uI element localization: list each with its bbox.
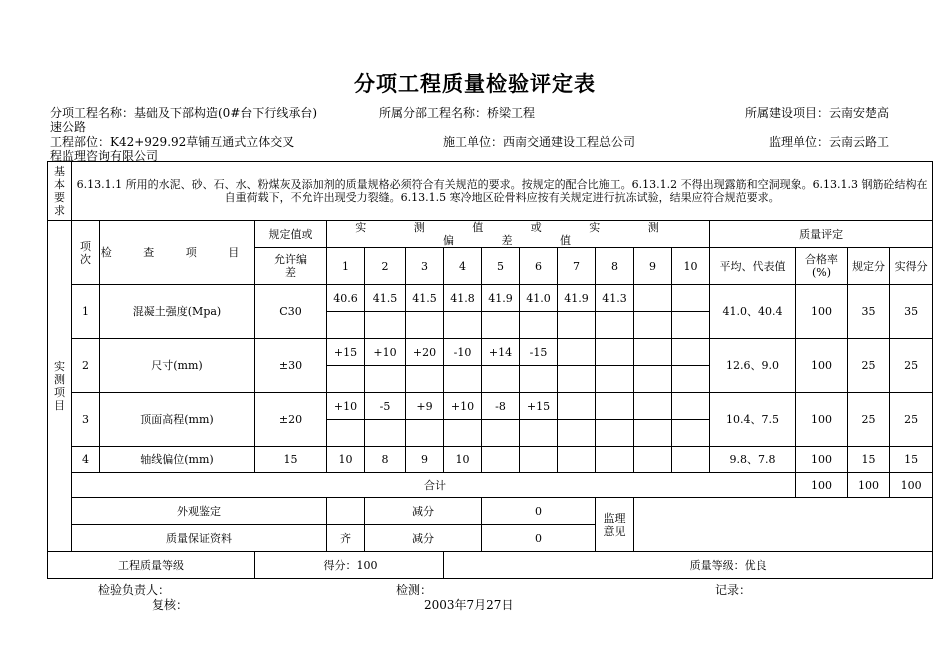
row-avg: 10.4、7.5 bbox=[710, 393, 796, 447]
project-name: 分项工程名称：基础及下部构造(0#台下行线承台) bbox=[50, 106, 318, 120]
row-value: 9 bbox=[406, 447, 444, 473]
grade-level: 质量等级：优良 bbox=[444, 552, 933, 579]
col-num-5: 5 bbox=[482, 248, 520, 285]
tester-signature: 检测： bbox=[396, 583, 433, 597]
row-value: +10 bbox=[365, 339, 406, 366]
row-value bbox=[520, 447, 558, 473]
row-value bbox=[558, 393, 596, 420]
row-rate: 100 bbox=[796, 393, 848, 447]
row-rate: 100 bbox=[796, 339, 848, 393]
row-name: 尺寸(mm) bbox=[100, 339, 255, 393]
row-spec-score: 25 bbox=[848, 339, 890, 393]
construction-project-wrap: 速公路 bbox=[50, 120, 87, 134]
appearance-deduct: 0 bbox=[482, 498, 596, 525]
total-spec-score: 100 bbox=[848, 473, 890, 498]
row-value: +10 bbox=[327, 393, 365, 420]
row-value: 41.9 bbox=[558, 285, 596, 312]
row-value: 41.5 bbox=[365, 285, 406, 312]
row-rate: 100 bbox=[796, 447, 848, 473]
col-spec-top: 规定值或 bbox=[255, 221, 327, 248]
row-spec-score: 15 bbox=[848, 447, 890, 473]
row-no: 1 bbox=[72, 285, 100, 339]
supervision-label: 监理意见 bbox=[596, 498, 634, 552]
row-value: 41.9 bbox=[482, 285, 520, 312]
row-value bbox=[596, 339, 634, 366]
row-value bbox=[634, 285, 672, 312]
quality-docs-label: 质量保证资料 bbox=[72, 525, 327, 552]
row-value: +9 bbox=[406, 393, 444, 420]
col-num-7: 7 bbox=[558, 248, 596, 285]
row-value bbox=[558, 447, 596, 473]
col-num-3: 3 bbox=[406, 248, 444, 285]
total-label: 合计 bbox=[72, 473, 796, 498]
row-no: 3 bbox=[72, 393, 100, 447]
row-value: -10 bbox=[444, 339, 482, 366]
row-value bbox=[672, 393, 710, 420]
row-actual: 25 bbox=[890, 339, 933, 393]
page-title: 分项工程质量检验评定表 bbox=[354, 72, 596, 96]
col-check-item: 检 查 项 目 bbox=[100, 221, 255, 285]
col-avg: 平均、代表值 bbox=[710, 248, 796, 285]
measured-label: 实测项目 bbox=[48, 221, 72, 552]
row-value bbox=[558, 339, 596, 366]
total-actual: 100 bbox=[890, 473, 933, 498]
row-spec: ±20 bbox=[255, 393, 327, 447]
supervision-opinion bbox=[634, 498, 933, 552]
col-num-1: 1 bbox=[327, 248, 365, 285]
row-value: +15 bbox=[327, 339, 365, 366]
row-no: 4 bbox=[72, 447, 100, 473]
supervisor-wrap: 程监理咨询有限公司 bbox=[50, 149, 159, 163]
row-spec-score: 25 bbox=[848, 393, 890, 447]
col-score-actual: 实得分 bbox=[890, 248, 933, 285]
row-value: 41.3 bbox=[596, 285, 634, 312]
quality-docs-deduct: 0 bbox=[482, 525, 596, 552]
parent-project: 所属分部工程名称：桥梁工程 bbox=[379, 106, 536, 120]
row-value bbox=[596, 447, 634, 473]
col-num-9: 9 bbox=[634, 248, 672, 285]
row-value: 41.5 bbox=[406, 285, 444, 312]
basic-req-label: 基本要求 bbox=[48, 162, 72, 221]
row-spec-score: 35 bbox=[848, 285, 890, 339]
row-value: -5 bbox=[365, 393, 406, 420]
row-value bbox=[634, 393, 672, 420]
supervisor: 监理单位：云南云路工 bbox=[769, 135, 890, 149]
col-num-10: 10 bbox=[672, 248, 710, 285]
row-value: +10 bbox=[444, 393, 482, 420]
grade-label: 工程质量等级 bbox=[48, 552, 255, 579]
row-value bbox=[672, 447, 710, 473]
work-location: 工程部位：K42+929.92草铺互通式立体交叉 bbox=[50, 135, 295, 149]
recorder-signature: 记录： bbox=[715, 583, 752, 597]
row-spec: 15 bbox=[255, 447, 327, 473]
row-avg: 41.0、40.4 bbox=[710, 285, 796, 339]
row-name: 轴线偏位(mm) bbox=[100, 447, 255, 473]
quality-docs-value: 齐 bbox=[327, 525, 365, 552]
row-actual: 15 bbox=[890, 447, 933, 473]
col-quality: 质量评定 bbox=[710, 221, 933, 248]
row-value: -15 bbox=[520, 339, 558, 366]
row-value: +20 bbox=[406, 339, 444, 366]
row-spec: C30 bbox=[255, 285, 327, 339]
col-num-2: 2 bbox=[365, 248, 406, 285]
row-value: 8 bbox=[365, 447, 406, 473]
row-name: 顶面高程(mm) bbox=[100, 393, 255, 447]
col-pass-rate: 合格率(%) bbox=[796, 248, 848, 285]
row-name: 混凝土强度(Mpa) bbox=[100, 285, 255, 339]
basic-req-text: 6.13.1.1 所用的水泥、砂、石、水、粉煤灰及添加剂的质量规格必须符合有关规范的要求。按规定的配合比施工。6.13.1.2 不得出现露筋和空洞现象。6.13.1.3 钢筋砼结构在自重荷载下，不允许出现受力裂缝。6.13.1.5 寒冷地区砼骨料应按有关规定进行抗冻试验，结果应符合规范要求。 bbox=[72, 162, 933, 221]
quality-docs-deduct-label: 减分 bbox=[365, 525, 482, 552]
col-spec-bottom: 允许编差 bbox=[255, 248, 327, 285]
row-value: 40.6 bbox=[327, 285, 365, 312]
reviewer-signature: 复核： bbox=[152, 598, 189, 612]
row-value: 10 bbox=[327, 447, 365, 473]
total-rate: 100 bbox=[796, 473, 848, 498]
col-score-spec: 规定分 bbox=[848, 248, 890, 285]
row-value: 41.0 bbox=[520, 285, 558, 312]
appearance-deduct-label: 减分 bbox=[365, 498, 482, 525]
construction-project: 所属建设项目：云南安楚高 bbox=[745, 106, 890, 120]
grade-score: 得分：100 bbox=[255, 552, 444, 579]
row-actual: 35 bbox=[890, 285, 933, 339]
row-value bbox=[672, 339, 710, 366]
row-value: +14 bbox=[482, 339, 520, 366]
col-measured: 实 测 值 或 实 测 偏 差 值 bbox=[327, 221, 710, 248]
col-num-4: 4 bbox=[444, 248, 482, 285]
row-value: 10 bbox=[444, 447, 482, 473]
row-value bbox=[672, 285, 710, 312]
inspection-table bbox=[47, 161, 933, 579]
row-spec: ±30 bbox=[255, 339, 327, 393]
row-value bbox=[634, 447, 672, 473]
row-value: 41.8 bbox=[444, 285, 482, 312]
appearance-label: 外观鉴定 bbox=[72, 498, 327, 525]
inspection-date: 2003年7月27日 bbox=[424, 598, 514, 612]
row-value bbox=[482, 447, 520, 473]
contractor: 施工单位：西南交通建设工程总公司 bbox=[443, 135, 636, 149]
row-value: +15 bbox=[520, 393, 558, 420]
row-avg: 12.6、9.0 bbox=[710, 339, 796, 393]
row-value: -8 bbox=[482, 393, 520, 420]
row-avg: 9.8、7.8 bbox=[710, 447, 796, 473]
row-no: 2 bbox=[72, 339, 100, 393]
row-actual: 25 bbox=[890, 393, 933, 447]
col-item-no: 项次 bbox=[72, 221, 100, 285]
col-num-8: 8 bbox=[596, 248, 634, 285]
row-value bbox=[634, 339, 672, 366]
appearance-value bbox=[327, 498, 365, 525]
col-num-6: 6 bbox=[520, 248, 558, 285]
inspector-signature: 检验负责人： bbox=[98, 583, 171, 597]
row-value bbox=[596, 393, 634, 420]
row-rate: 100 bbox=[796, 285, 848, 339]
